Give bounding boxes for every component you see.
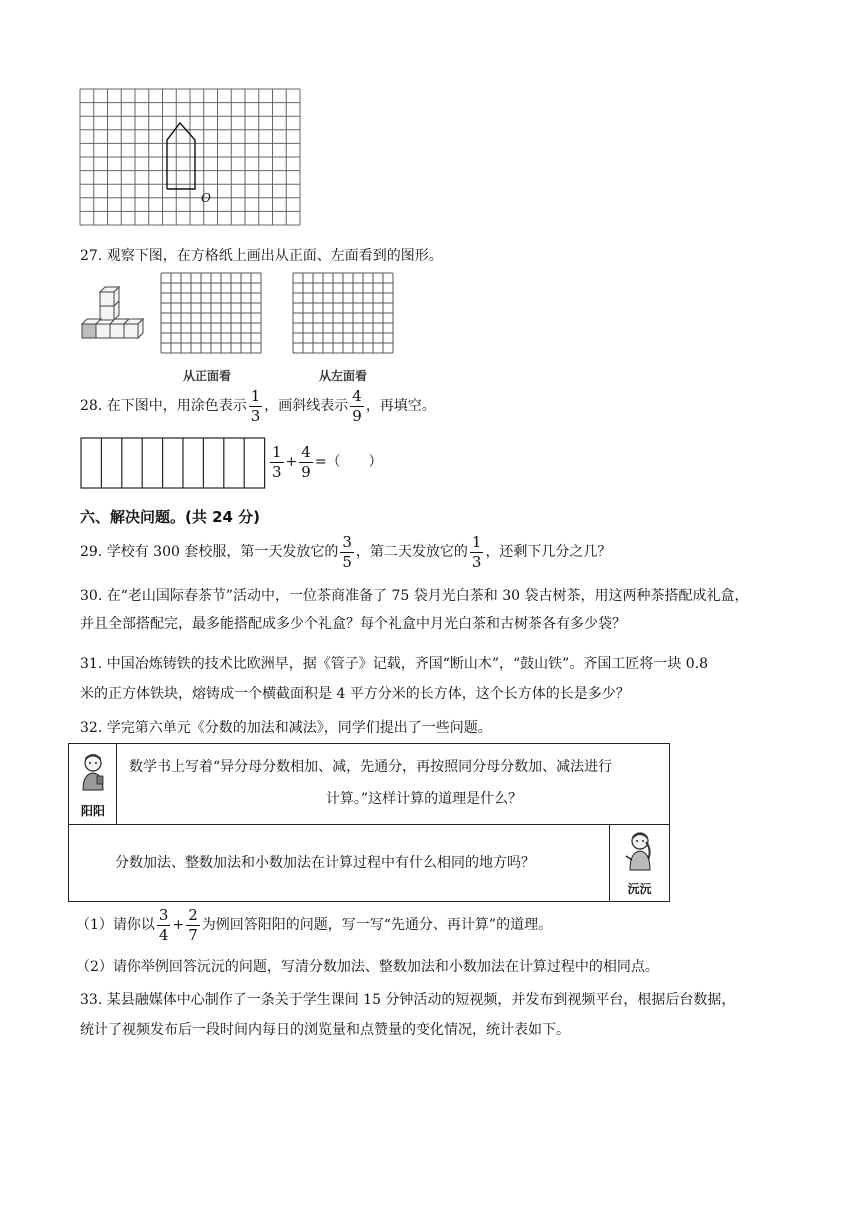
q32-sub1 <box>76 903 552 947</box>
q32-sub1-prefix: （1）请你以 <box>76 917 155 933</box>
sub1-frac-three-quarters: $\frac{3}{4}$ <box>158 905 169 944</box>
q33-line1: 33. 某县融媒体中心制作了一条关于学生课间 15 分钟活动的短视频，并发布到视频平台，根据后台数据， <box>80 992 736 1008</box>
q29-middle: ，第二天发放它的 <box>355 544 468 560</box>
q30-line2: 并且全部搭配完，最多能搭配成多少个礼盒？每个礼盒中月光白茶和古树茶各有多少袋？ <box>80 616 626 632</box>
front-view-grid <box>160 272 262 355</box>
q31-line1: 31. 中国冶炼铸铁的技术比欧洲早，据《管子》记载，齐国“断山木”，“鼓山铁”。齐国工匠将一块 0.8 <box>80 656 709 672</box>
house-shape <box>167 123 195 189</box>
q32-dialog-table <box>68 743 670 902</box>
sub1-plus: + <box>172 917 185 933</box>
q28-prefix: 28. 在下图中，用涂色表示 <box>80 398 247 414</box>
yuan-question: 分数加法、整数加法和小数加法在计算过程中有什么相同的地方吗？ <box>115 855 535 871</box>
q29-frac-one-third: $\frac{1}{3}$ <box>471 532 482 571</box>
section-six-title: 六、解决问题。(共 24 分) <box>80 508 261 526</box>
q31-line2: 米的正方体铁块，熔铸成一个横截面积是 4 平方分米的长方体，这个长方体的长是多少？ <box>80 686 630 702</box>
yang-question-line1: 数学书上写着“异分母分数相加、减，先通分，再按照同分母分数加、减法进行 <box>129 759 613 775</box>
q28-suffix: ，再填空。 <box>365 398 436 414</box>
left-view-grid <box>292 272 394 355</box>
q28-middle: ，画斜线表示 <box>264 398 349 414</box>
q29-frac-three-fifths: $\frac{3}{5}$ <box>342 532 352 571</box>
sub1-frac-two-sevenths: $\frac{2}{7}$ <box>188 905 198 944</box>
left-view-caption: 从左面看 <box>319 369 368 383</box>
yuan-avatar-cell <box>609 824 668 901</box>
front-view-caption: 从正面看 <box>183 369 232 383</box>
q28-frac-four-ninths: $\frac{4}{9}$ <box>352 386 362 425</box>
q32-sub1-suffix: 为例回答阳阳的问题，写一写“先通分、再计算”的道理。 <box>201 917 553 933</box>
yuan-name: 沅沅 <box>627 882 652 896</box>
q32-sub2: （2）请你举例回答沅沅的问题，写清分数加法、整数加法和小数加法在计算过程中的相同点。 <box>76 959 659 975</box>
nine-part-strip <box>80 437 266 489</box>
q29-suffix: ，还剩下几分之几？ <box>485 544 612 560</box>
q28-frac-one-third: $\frac{1}{3}$ <box>250 386 261 425</box>
eq-plus: + <box>285 454 298 470</box>
q32-intro: 32. 学完第六单元《分数的加法和减法》，同学们提出了一些问题。 <box>80 720 492 736</box>
q29-text <box>80 530 611 574</box>
q30-line1: 30. 在“老山国际春茶节”活动中，一位茶商准备了 75 袋月光白茶和 30 袋古树茶，用这两种茶搭配成礼盒， <box>80 588 749 604</box>
strip-outline <box>81 438 265 488</box>
q29-prefix: 29. 学校有 300 套校服，第一天发放它的 <box>80 544 339 560</box>
house-grid-figure <box>79 88 303 228</box>
point-o-label: O <box>201 191 211 205</box>
q28-equation <box>268 440 383 484</box>
yang-question-line2: 计算。”这样计算的道理是什么？ <box>325 791 523 807</box>
eq-answer-blank: =（ ） <box>314 454 383 470</box>
yang-name: 阳阳 <box>80 804 105 818</box>
q27-text: 27. 观察下图，在方格纸上画出从正面、左面看到的图形。 <box>80 248 443 264</box>
eq-frac-four-ninths: $\frac{4}{9}$ <box>301 442 311 481</box>
cube-stack-figure <box>78 284 154 344</box>
girl-avatar-icon <box>624 830 656 872</box>
eq-frac-one-third: $\frac{1}{3}$ <box>272 442 282 481</box>
q28-text <box>80 384 436 428</box>
q33-line2: 统计了视频发布后一段时间内每日的浏览量和点赞量的变化情况，统计表如下。 <box>80 1022 570 1038</box>
